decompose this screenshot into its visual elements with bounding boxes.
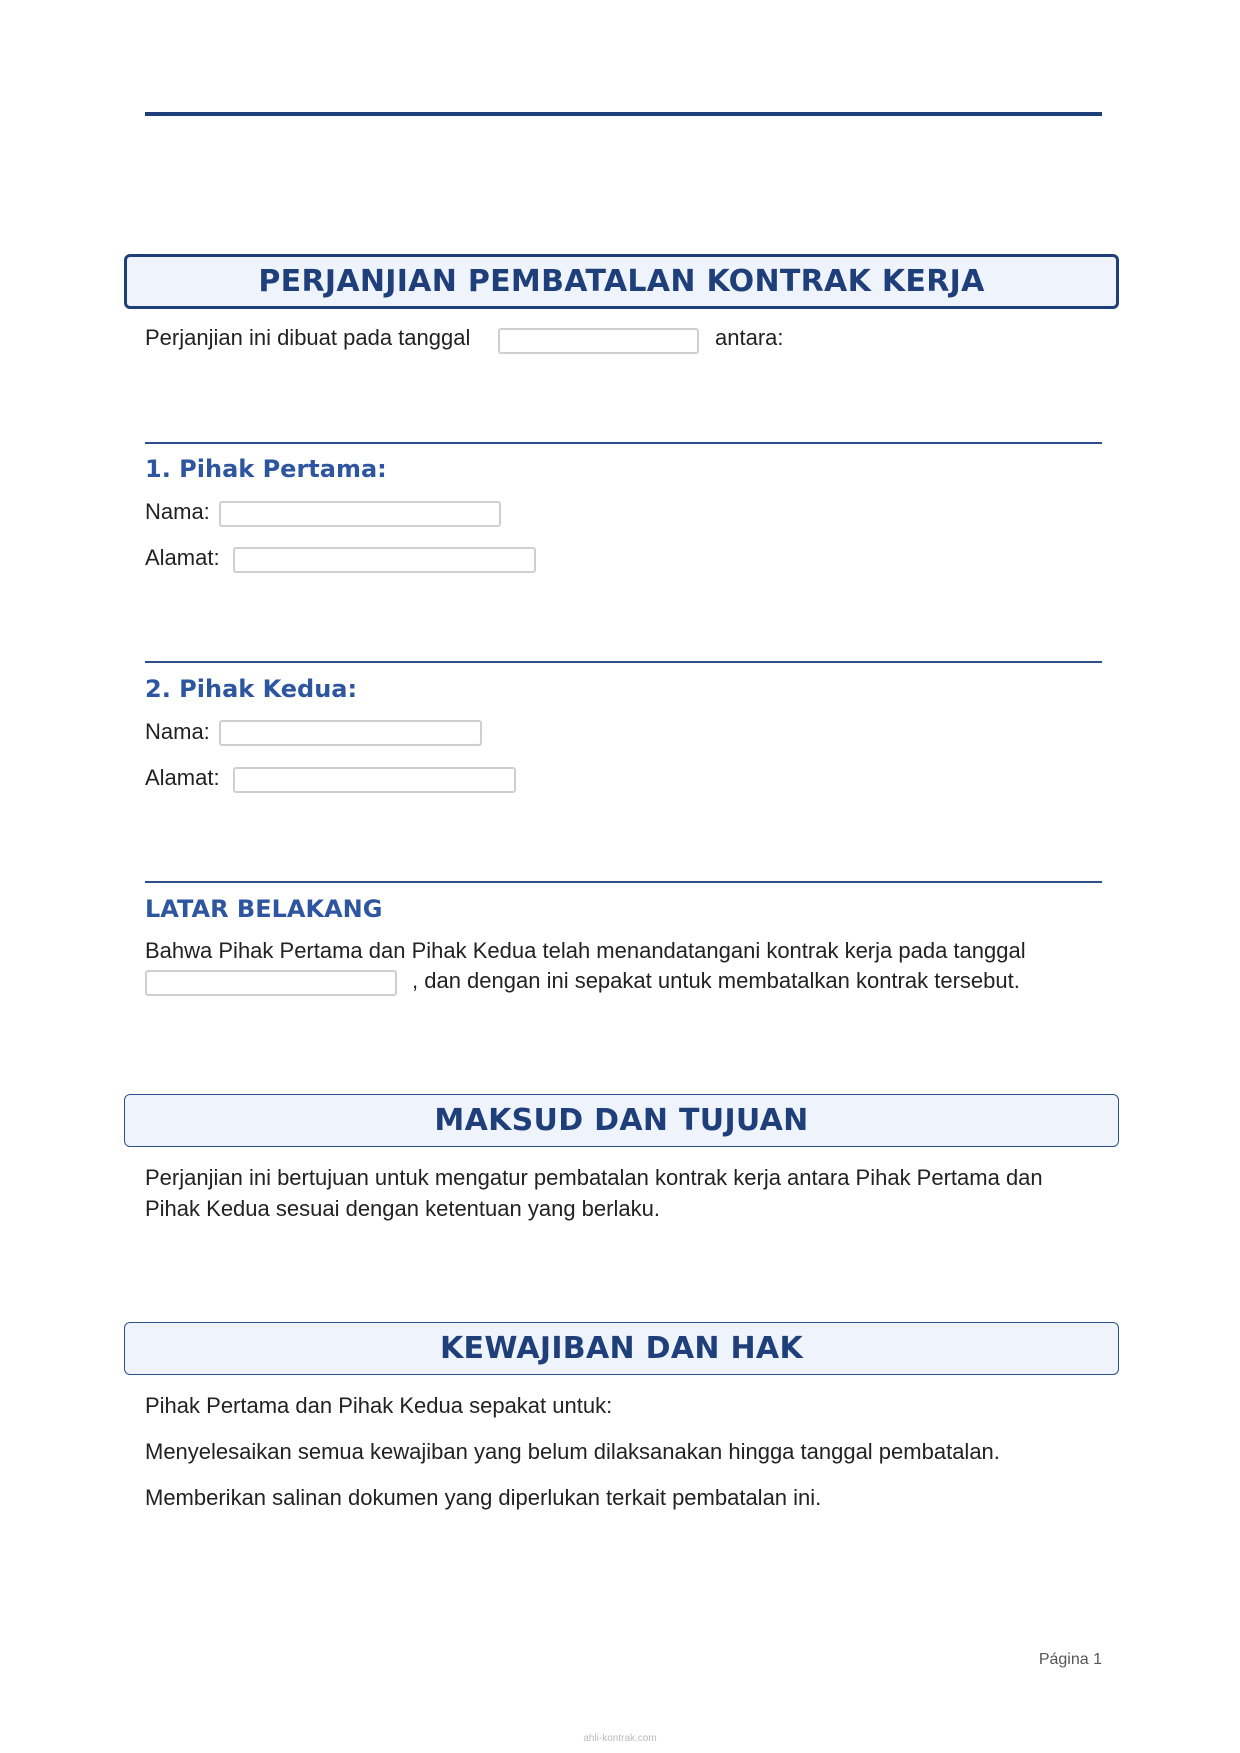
- background-line2: , dan dengan ini sepakat untuk membatalkan kontrak tersebut.: [412, 968, 1020, 993]
- page-number: Página 1: [1038, 1651, 1102, 1668]
- section-divider: [145, 442, 1102, 444]
- party1-address-label: Alamat:: [145, 545, 220, 570]
- purpose-line2: Pihak Kedua sesuai dengan ketentuan yang berlaku.: [145, 1196, 660, 1221]
- party1-name-label: Nama:: [145, 499, 210, 524]
- section-divider: [145, 881, 1102, 883]
- contract-date-field[interactable]: [145, 970, 397, 996]
- document-title-box: [124, 254, 1119, 309]
- party1-heading: 1. Pihak Pertama:: [145, 455, 387, 483]
- document-title: PERJANJIAN PEMBATALAN KONTRAK KERJA: [258, 264, 985, 299]
- party1-address-field[interactable]: [233, 547, 536, 573]
- obligation-item: Memberikan salinan dokumen yang diperlukan terkait pembatalan ini.: [145, 1485, 822, 1510]
- agreement-date-field[interactable]: [498, 328, 699, 354]
- party2-name-label: Nama:: [145, 719, 210, 744]
- purpose-line1: Perjanjian ini bertujuan untuk mengatur pembatalan kontrak kerja antara Pihak Pertama dan: [145, 1165, 1043, 1190]
- obligations-intro: Pihak Pertama dan Pihak Kedua sepakat untuk:: [145, 1393, 613, 1418]
- header-rule: [145, 112, 1102, 116]
- intro-before: Perjanjian ini dibuat pada tanggal: [145, 325, 471, 350]
- party2-name-field[interactable]: [219, 720, 482, 746]
- purpose-heading: MAKSUD DAN TUJUAN: [434, 1103, 809, 1138]
- party1-name-field[interactable]: [219, 501, 501, 527]
- party2-heading: 2. Pihak Kedua:: [145, 675, 358, 703]
- obligations-heading: KEWAJIBAN DAN HAK: [439, 1331, 803, 1366]
- party2-address-label: Alamat:: [145, 765, 220, 790]
- obligations-title-box: [124, 1322, 1119, 1375]
- intro-after: antara:: [715, 325, 784, 350]
- party2-address-field[interactable]: [233, 767, 516, 793]
- site-watermark: ahli-kontrak.com: [583, 1733, 657, 1744]
- obligation-item: Menyelesaikan semua kewajiban yang belum dilaksanakan hingga tanggal pembatalan.: [145, 1439, 1000, 1464]
- section-divider: [145, 661, 1102, 663]
- purpose-title-box: [124, 1094, 1119, 1147]
- background-line1: Bahwa Pihak Pertama dan Pihak Kedua telah menandatangani kontrak kerja pada tanggal: [145, 938, 1026, 963]
- background-heading: LATAR BELAKANG: [145, 895, 383, 923]
